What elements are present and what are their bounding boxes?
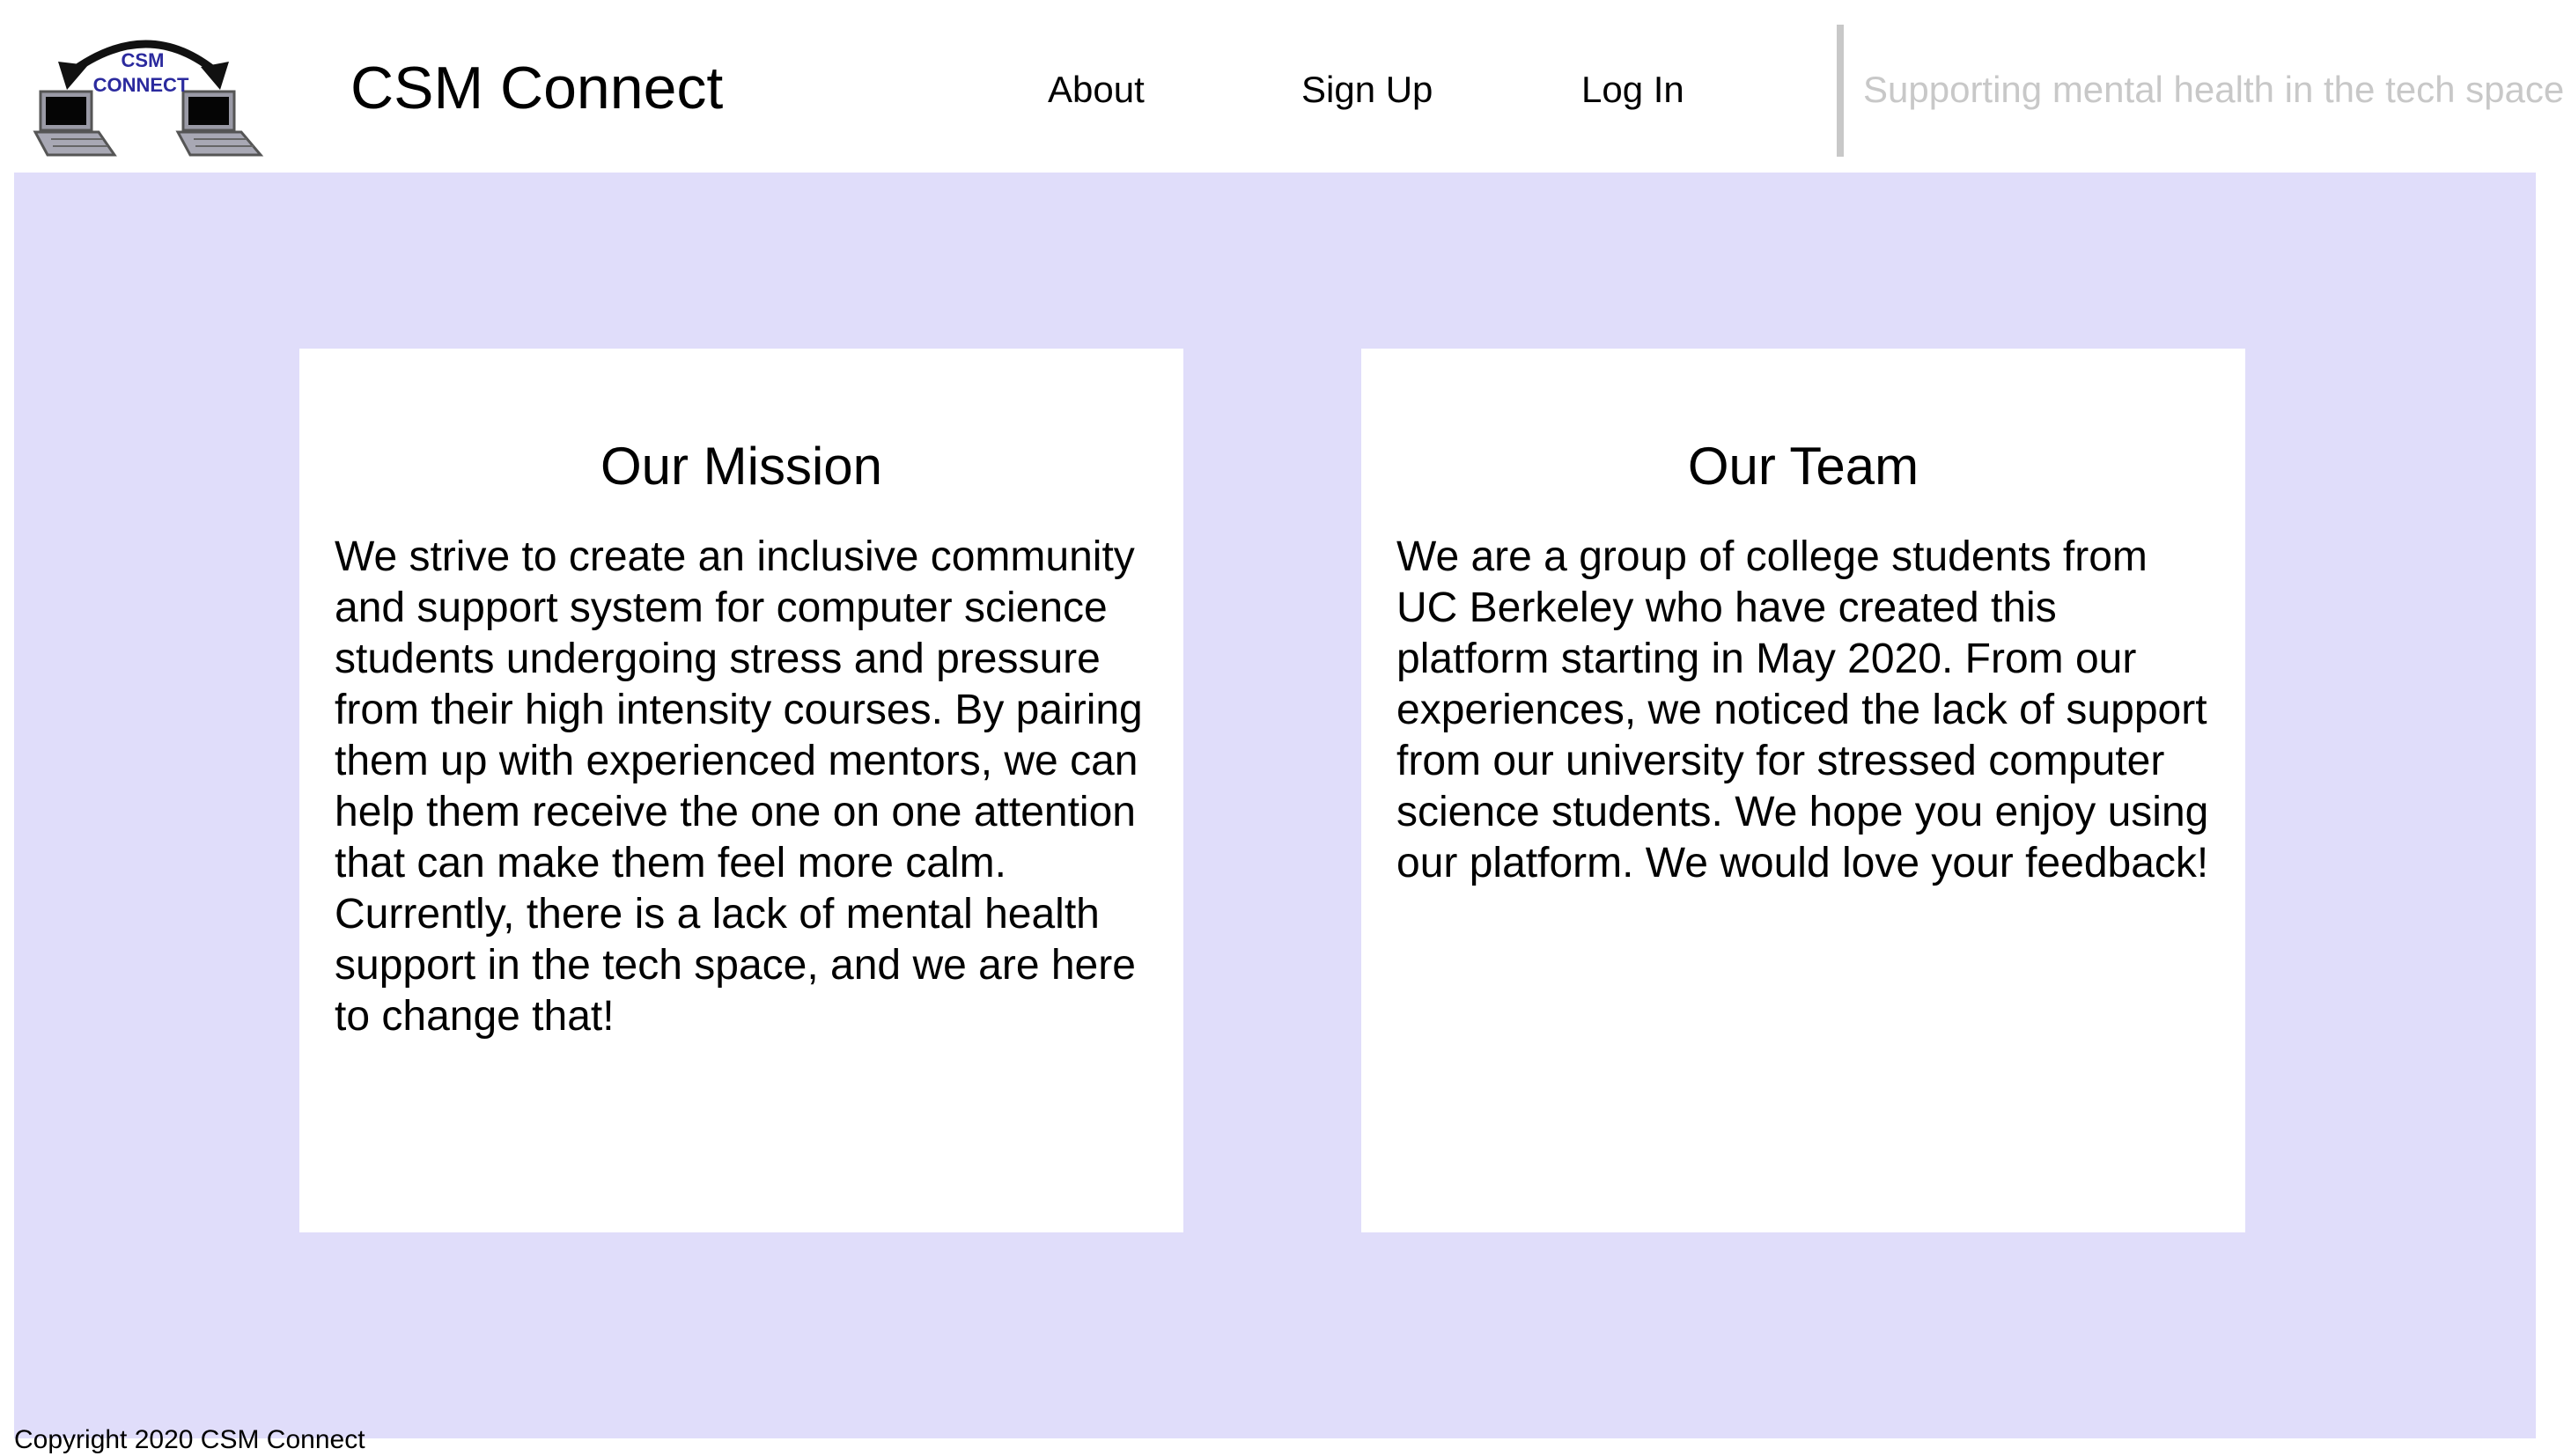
header-divider: [1837, 25, 1844, 157]
laptop-right-icon: [178, 92, 261, 155]
nav-sign-up-link[interactable]: Sign Up: [1301, 69, 1433, 110]
main-content: [14, 173, 2536, 1438]
arrow-head-left-icon: [58, 62, 88, 90]
mission-body: We strive to create an inclusive community and support system for computer science students undergoing stress and pressure from their high intensity courses. By pairing them up with experienced mentors, we can help them receive the one on one attention that can make them feel more calm. Currently, there is a lack of mental health support in the tech space, and we are here to change that!: [335, 533, 1143, 1040]
team-card: [1361, 349, 2245, 1232]
team-title: Our Team: [1687, 437, 1919, 496]
site-tagline: Supporting mental health in the tech space: [1863, 69, 2564, 110]
logo-graphic: [33, 32, 266, 160]
nav-log-in-link[interactable]: Log In: [1581, 69, 1684, 110]
footer-copyright: Copyright 2020 CSM Connect: [14, 1425, 365, 1454]
site-logo[interactable]: [33, 32, 266, 160]
team-body: We are a group of college students from UC Berkeley who have created this platform starting in May 2020. From our experiences, we noticed the lack of support from our university for stressed computer science students. We hope you enjoy using our platform. We would love your feedback!: [1396, 533, 2209, 886]
mission-title: Our Mission: [600, 437, 883, 496]
mission-card: [299, 349, 1183, 1232]
nav-about-link[interactable]: About: [1048, 69, 1145, 110]
site-header: [0, 0, 2564, 173]
logo-bottom-text: CONNECT: [92, 74, 189, 96]
logo-top-text: CSM: [121, 49, 165, 71]
site-title[interactable]: CSM Connect: [350, 55, 724, 121]
laptop-left-icon: [35, 92, 114, 155]
